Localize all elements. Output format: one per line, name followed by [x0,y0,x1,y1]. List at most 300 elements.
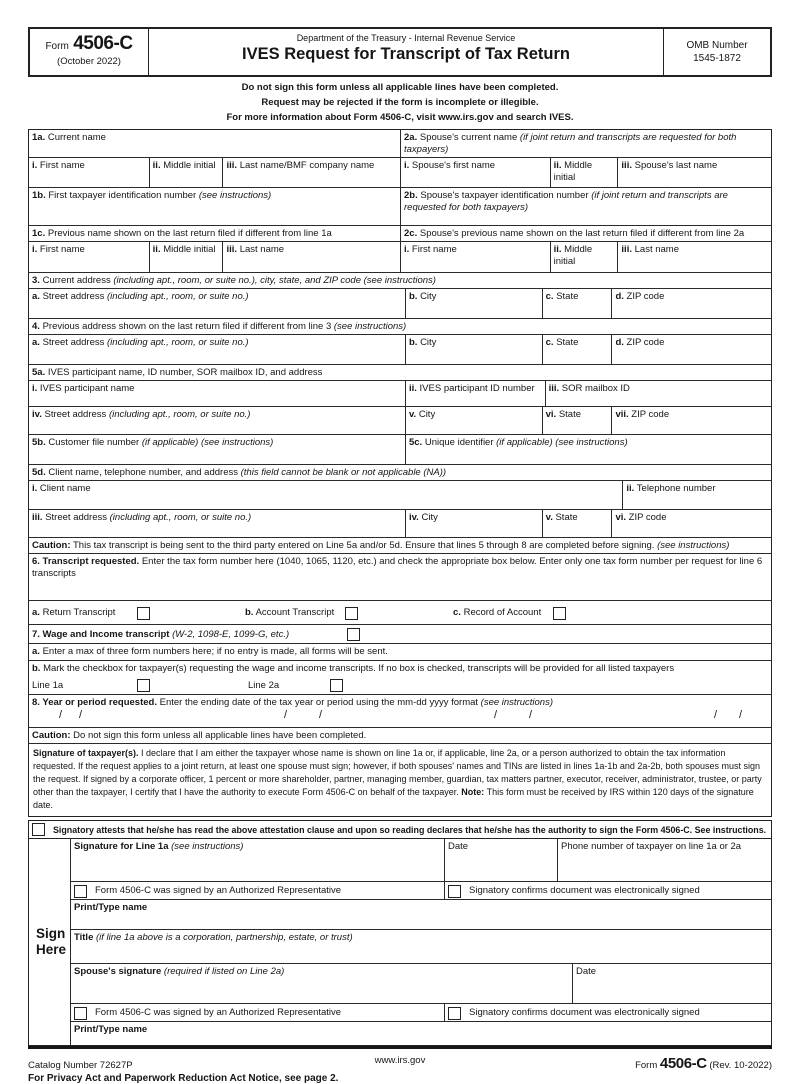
field-zip-3-t: ZIP code [626,291,665,302]
line-1c-label-p: 1c. [32,228,46,239]
date-separator: / [284,709,288,721]
row-5d-address [29,509,771,537]
line-5d-label-t: Client name, telephone number, and address [48,467,238,478]
field-state-3-t: State [556,291,579,302]
row-line-6 [29,553,771,600]
irs-website: www.irs.gov [374,1055,426,1066]
field-client-state[interactable] [542,510,612,537]
signature-fields [71,839,771,1045]
field-street-address-3-t: Street address [42,291,105,302]
field-client-telephone-p: ii. [626,483,635,494]
line-5a-label-t: IVES participant name, ID number, SOR mailbox ID, and address [47,367,323,378]
field-customer-file-number-5b-p: 5b. [32,437,46,448]
field-first-name-1c-t: First name [39,244,85,255]
line-5d-label-p: 5d. [32,467,46,478]
row-5b-5c [29,434,771,464]
electronically-signed-checkbox-1[interactable] [448,885,461,898]
authorized-representative-checkbox-2[interactable] [74,1007,87,1020]
field-spouse-tin-2b[interactable] [400,188,771,225]
field-middle-initial-2c-t: Middle initial [553,244,593,267]
field-first-name-1c[interactable] [29,242,149,272]
field-middle-initial-1c-p: ii. [152,244,161,255]
field-zip-4[interactable] [611,335,771,364]
footer-form-word: Form [635,1060,658,1071]
account-transcript-label [245,607,345,619]
caution-sign-text-t: Do not sign this form unless all applicable lines have been completed. [73,730,367,741]
field-ives-street-address-t: Street address [44,409,107,420]
field-client-city-p: iv. [408,512,419,523]
field-zip-3-p: d. [615,291,624,302]
line-8-cell [29,695,771,727]
date-separator: / [529,709,533,721]
field-street-address-3-i: (including apt., room, or suite no.) [107,291,249,302]
line-7-label-i: (W-2, 1098-E, 1099-G, etc.) [172,628,290,640]
field-form-numbers-7a-t: Enter a max of three form numbers here; if no entry is made, all forms will be sent. [42,646,388,657]
field-first-name-1a[interactable] [29,158,149,187]
field-first-tin-1b-t: First taxpayer identification number [48,190,197,201]
field-signature-date[interactable] [444,839,557,881]
line-7b-cell [29,661,771,694]
row-5a-address [29,406,771,434]
line-5a-label [29,365,771,380]
line-3-label-i: (including apt., room, or suite no.), city, state, and ZIP code (see instructions) [113,275,436,286]
year-period-fields[interactable] [32,711,768,726]
main-form-table [28,129,772,817]
field-ives-participant-id-t: IVES participant ID number [419,383,535,394]
row-signature-checkboxes-1 [71,881,771,899]
attestation-row [28,820,772,839]
form-title-block [149,29,663,75]
authorized-representative-label-1: Form 4506-C was signed by an Authorized Representative [95,885,342,896]
field-first-name-1c-p: i. [32,244,38,255]
field-client-name[interactable] [29,481,622,509]
field-middle-initial-1a[interactable] [149,158,223,187]
field-city-4-p: b. [408,337,418,348]
caution-sign-text [29,728,771,743]
field-title[interactable] [71,930,771,963]
signature-of-taxpayers-paragraph [29,744,771,816]
row-print-name-1 [71,899,771,929]
footer [28,1049,772,1072]
row-print-name-2 [71,1021,771,1045]
field-spouse-last-name-2a[interactable] [617,158,771,187]
line-2a-label-p: 2a. [404,132,418,143]
field-sor-mailbox-id-t: SOR mailbox ID [561,383,630,394]
field-first-tin-1b-i: (see instructions) [198,190,272,201]
line-5a-label-p: 5a. [32,367,46,378]
row-names-1 [29,157,771,187]
row-caution-2 [29,727,771,743]
return-transcript-label-p: a. [32,607,40,618]
date-label: Date [448,841,469,852]
form-word: Form [45,41,69,52]
record-of-account-label-p: c. [453,607,461,618]
field-last-name-1a-p: iii. [226,160,238,171]
row-line-4-header [29,318,771,334]
field-ives-street-address[interactable] [29,407,405,434]
line-2a-label [400,130,771,157]
wage-income-transcript-row [29,626,771,642]
line-4-label [29,319,771,334]
field-ives-state[interactable] [542,407,612,434]
line-3-label [29,273,771,288]
field-customer-file-number-5b-t: Customer file number [48,437,140,448]
field-spouse-first-name-2a-p: i. [404,160,410,171]
row-line-3-header [29,272,771,288]
authorized-representative-label-2: Form 4506-C was signed by an Authorized Representative [95,1007,342,1018]
line-2c-label-t: Spouse's previous name shown on the last return filed if different from line 2a [419,228,745,239]
field-unique-identifier-5c-t: Unique identifier [424,437,494,448]
title-label: Title [74,932,94,943]
form-revision: (October 2022) [57,56,121,67]
record-of-account-label [453,607,553,619]
notice-line-1: Do not sign this form unless all applicable lines have been completed. [241,82,559,93]
line-1a-checkbox-label: Line 1a [32,679,64,691]
form-number: 4506-C [73,33,133,54]
field-client-zip-t: ZIP code [628,512,667,523]
field-transcript-requested-6-p: 6. Transcript requested. [32,556,140,567]
field-street-address-4[interactable] [29,335,405,364]
here-word: Here [36,942,67,957]
field-first-name-2c[interactable] [400,242,550,272]
field-spouse-tin-2b-i: (if joint return and transcripts are requested for both taxpayers) [404,190,728,213]
authorized-representative-option-1 [71,882,444,899]
field-client-state-t: State [555,512,578,523]
field-transcript-requested-6-t: Enter the tax form number here (1040, 1065, 1120, etc.) and check the appropriate box below. Enter only one tax form number per request for line 6 transcripts [32,556,763,579]
field-spouse-signature-date[interactable] [572,964,771,1003]
field-ives-street-address-p: iv. [32,409,42,420]
date-separator: / [79,709,83,721]
line-1a-label-t: Current name [47,132,106,143]
row-line-3-fields [29,288,771,318]
field-first-tin-1b[interactable] [29,188,400,225]
signature-paragraph-note: This form must be received by IRS within 120 days of the signature date. [33,787,754,810]
line-7-label-p: 7. Wage and Income transcript [32,628,170,640]
field-spouse-first-name-2a[interactable] [400,158,550,187]
field-zip-3[interactable] [611,289,771,318]
notice-line-2: Request may be rejected if the form is incomplete or illegible. [261,97,539,108]
line-5d-label-i: (this field cannot be blank or not applicable (NA)) [240,467,447,478]
field-spouse-middle-initial-2a-p: ii. [553,160,562,171]
line-2a-label-i: (if joint return and transcripts are requested for both taxpayers) [404,132,737,155]
field-form-numbers-7a[interactable] [29,644,771,660]
field-client-city-t: City [421,512,438,523]
line-4-label-t: Previous address shown on the last return filed if different from line 3 [42,321,332,332]
sign-here-table [28,839,772,1046]
line-7b-label [32,663,768,675]
field-ives-street-address-i: (including apt., room, or suite no.) [108,409,251,420]
line-5d-label [29,465,771,480]
field-print-type-name-2[interactable] [71,1022,771,1045]
row-line-5a-header [29,364,771,380]
row-caution-1 [29,537,771,553]
record-of-account-checkbox[interactable] [553,607,566,620]
line-7b-label-t: Mark the checkbox for taxpayer(s) requesting the wage and income transcripts. If no box is checked, transcripts will be provided for all listed taxpayers [43,663,675,674]
line-4-label-p: 4. [32,321,40,332]
row-line-7a [29,643,771,660]
field-city-3-t: City [420,291,437,302]
department-line: Department of the Treasury - Internal Revenue Service [296,33,516,43]
line-3-label-p: 3. [32,275,40,286]
field-spouse-tin-2b-t: Spouse's taxpayer identification number [420,190,589,201]
line-1a-label [29,130,400,157]
field-middle-initial-1a-t: Middle initial [163,160,216,171]
row-line-4-fields [29,334,771,364]
phone-label: Phone number of taxpayer on line 1a or 2a [561,841,742,852]
field-spouse-signature[interactable] [71,964,572,1003]
field-last-name-1c-p: iii. [226,244,238,255]
field-customer-file-number-5b[interactable] [29,435,405,464]
line-8-label [32,697,768,709]
field-signature-line-1a[interactable] [71,839,444,881]
title-instructions: (if line 1a above is a corporation, partnership, estate, or trust) [96,932,353,943]
field-middle-initial-1c-t: Middle initial [163,244,216,255]
electronically-signed-checkbox-2[interactable] [448,1007,461,1020]
form-4506c-page [28,0,772,1084]
line-3-label-t: Current address [42,275,111,286]
authorized-representative-option-2 [71,1004,444,1021]
field-ives-participant-id[interactable] [405,381,545,406]
field-first-tin-1b-p: 1b. [32,190,46,201]
field-middle-initial-2c[interactable] [550,242,618,272]
return-transcript-label [32,607,137,619]
field-spouse-first-name-2a-t: Spouse's first name [411,160,496,171]
field-last-name-1a[interactable] [222,158,400,187]
electronically-signed-label-2: Signatory confirms document was electronically signed [469,1007,700,1018]
field-unique-identifier-5c[interactable] [405,435,771,464]
field-ives-participant-id-p: ii. [408,383,417,394]
field-zip-4-t: ZIP code [626,337,665,348]
field-last-name-2c-t: Last name [634,244,679,255]
field-last-name-2c[interactable] [617,242,771,272]
page-title: IVES Request for Transcript of Tax Return [242,45,570,63]
notice-line-3: For more information about Form 4506-C, visit www.irs.gov and search IVES. [226,112,574,123]
electronically-signed-option-1 [444,882,771,899]
field-last-name-1c[interactable] [222,242,400,272]
omb-number: 1545-1872 [693,53,741,64]
line-8-label-p: 8. Year or period requested. [32,697,157,708]
field-ives-participant-name-t: IVES participant name [39,383,135,394]
field-sor-mailbox-id[interactable] [545,381,771,406]
omb-label: OMB Number [686,40,748,51]
electronically-signed-label-1: Signatory confirms document was electronically signed [469,885,700,896]
date-separator: / [59,709,63,721]
field-ives-state-t: State [558,409,581,420]
footer-form-number: 4506-C [659,1055,707,1072]
line-2a-taxpayer-checkbox[interactable] [330,679,343,692]
spouse-signature-label: Spouse's signature [74,966,162,977]
attestation-text: Signatory attests that he/she has read the above attestation clause and upon so reading declares that he/she has the authority to sign the Form 4506-C. See instructions. [53,824,767,835]
row-spouse-signature [71,963,771,1003]
line-1a-taxpayer-checkbox[interactable] [137,679,150,692]
record-of-account-label-t: Record of Account [463,607,542,618]
field-client-street-address[interactable] [29,510,405,537]
row-line-8 [29,694,771,727]
field-zip-4-p: d. [615,337,624,348]
field-unique-identifier-5c-p: 5c. [408,437,423,448]
sign-word: Sign [36,926,66,941]
field-street-address-3[interactable] [29,289,405,318]
line-1c-label [29,226,400,241]
line-8-label-t: Enter the ending date of the tax year or period using the mm-dd yyyy format [159,697,479,708]
signature-paragraph-body: I declare that I am either the taxpayer whose name is shown on line 1a or, if applicable, line 2a, or a person authorized to obtain the tax information requested. If the request applies to a joint return, at least one spouse must sign; however, if both spouses' names and TINs are listed in lines 1a-1b and 2a-2b, both spouses must sign the request. If signed by a corporate officer, 1 percent or more shareholder, partner, managing member, guardian, tax matters partner, executor, receiver, administrator, trustee, or party other than the taxpayer, I certify that I have the authority to execute Form 4506-C on behalf of the taxpayer. [33,748,762,797]
field-transcript-requested-6[interactable] [29,554,771,600]
field-ives-state-p: vi. [545,409,557,420]
footer-form-id [635,1055,772,1072]
field-street-address-3-p: a. [32,291,40,302]
row-line-6-checkboxes [29,600,771,624]
field-ives-participant-name[interactable] [29,381,405,406]
row-5a-participant [29,380,771,406]
electronically-signed-option-2 [444,1004,771,1021]
field-ives-city[interactable] [405,407,542,434]
row-line-5d-header [29,464,771,480]
caution-transcript-text-p: Caution: [32,540,71,551]
field-state-4[interactable] [542,335,612,364]
field-spouse-middle-initial-2a[interactable] [550,158,618,187]
field-form-numbers-7a-p: a. [32,646,40,657]
field-client-name-p: i. [32,483,38,494]
sign-here-label [29,839,71,1045]
line-2a-label-t: Spouse's current name [419,132,518,143]
field-print-type-name-1[interactable] [71,900,771,929]
caution-transcript-text-i: (see instructions) [657,540,730,551]
field-ives-participant-name-p: i. [32,383,38,394]
line-7-label [32,629,347,641]
line-2a-checkbox-label: Line 2a [248,679,280,691]
field-ives-zip[interactable] [611,407,771,434]
print-type-name-label-1: Print/Type name [74,902,148,913]
field-middle-initial-2c-p: ii. [553,244,562,255]
field-client-street-address-i: (including apt., room, or suite no.) [109,512,252,523]
field-client-telephone-t: Telephone number [636,483,716,494]
field-unique-identifier-5c-i: (if applicable) (see instructions) [496,437,628,448]
field-city-4-t: City [420,337,437,348]
field-sor-mailbox-id-p: iii. [548,383,560,394]
row-1a-2a [29,130,771,157]
form-header [28,27,772,77]
transcript-type-options [29,605,771,621]
field-street-address-4-p: a. [32,337,40,348]
row-names-2 [29,241,771,272]
field-client-street-address-p: iii. [32,512,43,523]
signature-line-1a-label: Signature for Line 1a [74,841,169,852]
field-middle-initial-1c[interactable] [149,242,223,272]
field-client-state-p: v. [545,512,553,523]
footer-revision: (Rev. 10-2022) [709,1060,772,1071]
field-ives-city-p: v. [408,409,417,420]
line-2c-label-p: 2c. [404,228,418,239]
line-2c-label [400,226,771,241]
account-transcript-checkbox[interactable] [345,607,358,620]
row-line-7b [29,660,771,694]
field-city-3-p: b. [408,291,418,302]
field-last-name-1a-t: Last name/BMF company name [239,160,375,171]
field-client-telephone[interactable] [622,481,771,509]
spouse-signature-instructions: (required if listed on Line 2a) [163,966,285,977]
field-spouse-last-name-2a-p: iii. [621,160,632,171]
omb-block [663,29,770,75]
field-state-4-t: State [556,337,579,348]
row-signature-line-1a [71,839,771,881]
field-last-name-2c-p: iii. [621,244,632,255]
line-8-label-i: (see instructions) [480,697,554,708]
line-7b-checkbox-row [32,679,768,692]
return-transcript-label-t: Return Transcript [42,607,116,618]
line-1c-label-t: Previous name shown on the last return filed if different from line 1a [47,228,332,239]
field-customer-file-number-5b-i: (if applicable) (see instructions) [141,437,274,448]
line-4-label-i: (see instructions) [333,321,407,332]
form-notices [28,77,772,129]
field-first-name-2c-p: i. [404,244,410,255]
date-separator: / [319,709,323,721]
field-spouse-last-name-2a-t: Spouse's last name [634,160,718,171]
caution-transcript-text-t: This tax transcript is being sent to the third party entered on Line 5a and/or 5d. Ensure that lines 5 through 8 are completed before signing. [73,540,655,551]
row-title [71,929,771,963]
field-last-name-1c-t: Last name [239,244,285,255]
date-separator: / [739,709,743,721]
row-1b-2b [29,187,771,225]
field-first-name-2c-t: First name [411,244,457,255]
caution-sign-text-p: Caution: [32,730,71,741]
field-state-3[interactable] [542,289,612,318]
field-client-zip[interactable] [611,510,771,537]
line-1a-label-p: 1a. [32,132,46,143]
field-first-name-1a-p: i. [32,160,38,171]
date-separator: / [714,709,718,721]
signature-line-1a-instructions: (see instructions) [171,841,244,852]
field-city-4[interactable] [405,335,542,364]
row-line-7 [29,624,771,643]
attestation-checkbox[interactable] [32,823,45,836]
field-street-address-4-i: (including apt., room, or suite no.) [107,337,249,348]
field-middle-initial-1a-p: ii. [152,160,161,171]
field-spouse-middle-initial-2a-t: Middle initial [553,160,593,183]
field-client-city[interactable] [405,510,542,537]
field-ives-zip-t: ZIP code [631,409,670,420]
authorized-representative-checkbox-1[interactable] [74,885,87,898]
form-number-block [30,29,149,75]
return-transcript-checkbox[interactable] [137,607,150,620]
field-state-3-p: c. [545,291,554,302]
field-spouse-tin-2b-p: 2b. [404,190,418,201]
field-ives-city-t: City [418,409,436,420]
row-5d-client [29,480,771,509]
account-transcript-label-p: b. [245,607,254,618]
caution-transcript-text [29,538,771,553]
field-ives-zip-p: vii. [615,409,629,420]
field-taxpayer-phone[interactable] [557,839,771,881]
field-state-4-p: c. [545,337,554,348]
signature-paragraph-lead: Signature of taxpayer(s). [33,748,139,758]
field-street-address-4-t: Street address [42,337,105,348]
wage-income-transcript-checkbox[interactable] [347,628,360,641]
print-type-name-label-2: Print/Type name [74,1024,148,1035]
field-city-3[interactable] [405,289,542,318]
field-client-zip-p: vi. [615,512,626,523]
row-1c-2c [29,225,771,241]
field-client-name-t: Client name [39,483,91,494]
spouse-date-label: Date [576,966,597,977]
privacy-act-notice: For Privacy Act and Paperwork Reduction Act Notice, see page 2. [28,1073,339,1084]
catalog-number: Catalog Number 72627P [28,1060,133,1071]
account-transcript-label-t: Account Transcript [255,607,335,618]
signature-paragraph-note-label: Note: [461,787,485,797]
field-first-name-1a-t: First name [39,160,85,171]
line-7b-label-p: b. [32,663,41,674]
field-client-street-address-t: Street address [45,512,107,523]
row-signature-checkboxes-2 [71,1003,771,1021]
